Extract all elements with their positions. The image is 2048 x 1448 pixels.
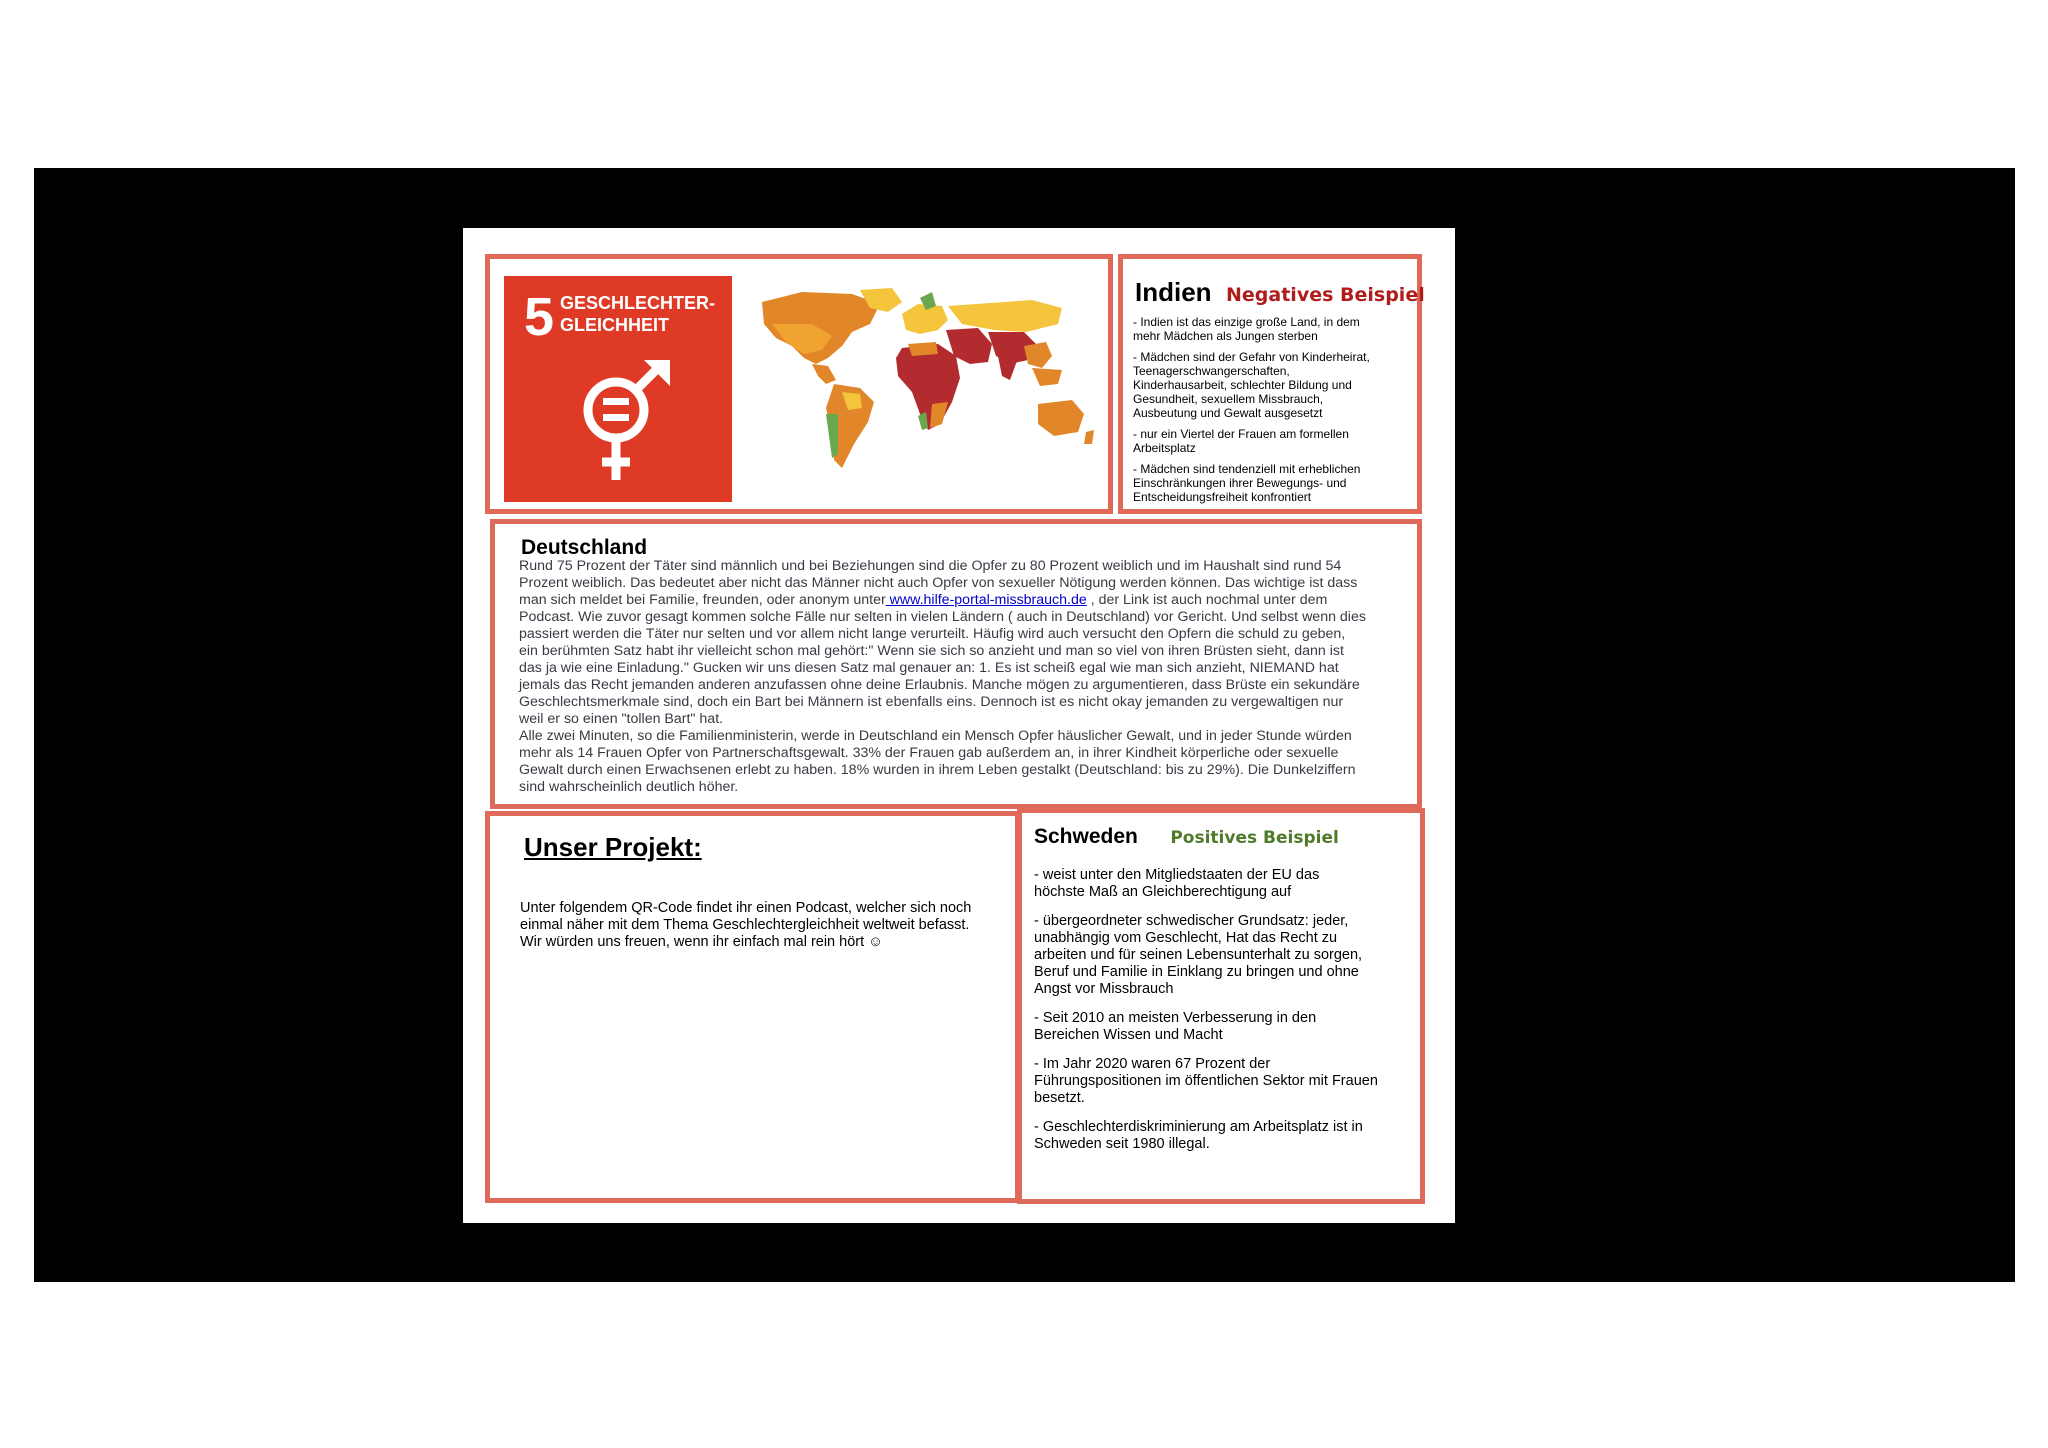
schweden-point-line: unabhängig vom Geschlecht, Hat das Recht zu [1034, 930, 1338, 946]
hilfe-portal-link[interactable]: www.hilfe-portal-missbrauch.de [885, 592, 1087, 608]
gender-equality-icon [574, 360, 674, 484]
schweden-point-line: - Seit 2010 an meisten Verbesserung in den [1034, 1010, 1317, 1026]
positive-badge: Positives Beispiel [1170, 828, 1339, 848]
sdg-title-line1: GESCHLECHTER- [560, 293, 716, 313]
deutschland-text-line: Rund 75 Prozent der Täter sind männlich und bei Beziehungen sind die Opfer zu 80 Prozent weiblich und im Haushalt sind rund 54 [519, 558, 1342, 574]
negative-badge: Negatives Beispiel [1226, 284, 1425, 306]
indien-point-line: Kinderhausarbeit, schlechter Bildung und [1133, 378, 1352, 392]
sdg-5-tile [504, 276, 732, 502]
indien-header [1135, 277, 1425, 308]
schweden-point-list [1034, 867, 1424, 1165]
deutschland-title: Deutschland [521, 536, 648, 559]
deutschland-text-line: jemals das Recht jemanden anderen anzufassen ohne deine Erlaubnis. Manche mögen zu argumentieren, dass Brüste ein sekundäre [519, 677, 1360, 693]
schweden-header [1034, 825, 1339, 849]
deutschland-text-line: Podcast. Wie zuvor gesagt kommen solche Fälle nur selten in vielen Ländern ( auch in Deutschland) vor Gericht. Und selbst wenn dies [519, 609, 1366, 625]
deutschland-text-line: Gewalt durch einen Erwachsenen erlebt zu haben. 18% wurden in ihrem Leben gestalkt (Deutschland: bis zu 29%). Die Dunkelziffern [519, 762, 1356, 778]
schweden-point-line: Schweden seit 1980 illegal. [1034, 1136, 1210, 1152]
deutschland-text-line: weil er so einen "tollen Bart" hat. [519, 711, 724, 727]
schweden-box [1017, 808, 1425, 1204]
indien-point-line: Teenagerschwangerschaften, [1133, 364, 1290, 378]
deutschland-text-line: Alle zwei Minuten, so die Familienministerin, werde in Deutschland ein Mensch Opfer häuslicher Gewalt, und in jeder Stunde würden [519, 728, 1352, 744]
schweden-point-line: Führungspositionen im öffentlichen Sektor mit Frauen [1034, 1073, 1378, 1089]
indien-title: Indien [1135, 277, 1212, 307]
projekt-box [485, 811, 1020, 1203]
schweden-point-line: Angst vor Missbrauch [1034, 981, 1174, 997]
schweden-point [1034, 1119, 1424, 1153]
schweden-point-line: - weist unter den Mitgliedstaaten der EU das [1034, 867, 1320, 883]
projekt-text-line: Wir würden uns freuen, wenn ihr einfach mal rein hört ☺ [520, 934, 883, 950]
indien-point-line: mehr Mädchen als Jungen sterben [1133, 329, 1318, 343]
projekt-title: Unser Projekt: [524, 832, 702, 862]
schweden-point-line: - Im Jahr 2020 waren 67 Prozent der [1034, 1056, 1271, 1072]
indien-box [1118, 254, 1425, 514]
deutschland-text-line: das ja wie eine Einladung." Gucken wir uns diesen Satz mal genauer an: 1. Es ist scheiß egal wie man sich anzieht, NIEMAND hat [519, 660, 1339, 676]
deutschland-text-line: sind wahrscheinlich deutlich höher. [519, 779, 739, 795]
deutschland-box [490, 519, 1422, 809]
deutschland-text-line: Prozent weiblich. Das bedeutet aber nicht das Männer nicht auch Opfer von sexueller Nötigung werden können. Das wichtige ist dass [519, 575, 1358, 591]
indien-point [1133, 427, 1423, 455]
schweden-point-line: - übergeordneter schwedischer Grundsatz: jeder, [1034, 913, 1349, 929]
schweden-point [1034, 1056, 1424, 1107]
indien-point-line: - Indien ist das einzige große Land, in dem [1133, 315, 1360, 329]
projekt-text-line: Unter folgendem QR-Code findet ihr einen Podcast, welcher sich noch [520, 900, 972, 916]
sdg-title-line2: GLEICHHEIT [560, 315, 670, 335]
deutschland-text-line: Geschlechtsmerkmale sind, doch ein Bart bei Männern ist ebenfalls eins. Dennoch ist es nicht okay jemanden zu vergewaltigen nur [519, 694, 1344, 710]
indien-point-line: Gesundheit, sexuellem Missbrauch, [1133, 392, 1324, 406]
schweden-point-line: besetzt. [1034, 1090, 1085, 1106]
schweden-point [1034, 913, 1424, 998]
indien-point [1133, 350, 1423, 420]
indien-point [1133, 462, 1423, 504]
schweden-point [1034, 867, 1424, 901]
indien-point-line: Arbeitsplatz [1133, 441, 1196, 455]
projekt-text [520, 900, 1020, 951]
schweden-point [1034, 1010, 1424, 1044]
schweden-point-line: Beruf und Familie in Einklang zu bringen und ohne [1034, 964, 1359, 980]
indien-point-list [1133, 315, 1423, 511]
deutschland-text-line: ein berühmten Satz habt ihr vielleicht schon mal gehört:" Wenn sie sich so anzieht und man so viel von ihren Brüsten sieht, dann ist [519, 643, 1344, 659]
indien-point-line: - Mädchen sind tendenziell mit erheblichen [1133, 462, 1361, 476]
deutschland-text-line: man sich meldet bei Familie, freunden, oder anonym unter www.hilfe-portal-missbrauch.de , der Link ist auch nochmal unter dem [519, 592, 1328, 608]
deutschland-text [519, 558, 1419, 796]
sdg-number: 5 [524, 287, 555, 347]
indien-point-line: Einschränkungen ihrer Bewegungs- und [1133, 476, 1347, 490]
schweden-point-line: - Geschlechterdiskriminierung am Arbeitsplatz ist in [1034, 1119, 1363, 1135]
indien-point-line: Ausbeutung und Gewalt ausgesetzt [1133, 406, 1323, 420]
sdg-title [560, 292, 720, 336]
schweden-point-line: Bereichen Wissen und Macht [1034, 1027, 1223, 1043]
schweden-point-line: höchste Maß an Gleichberechtigung auf [1034, 884, 1292, 900]
deutschland-text-line: mehr als 14 Frauen Opfer von Partnerschaftsgewalt. 33% der Frauen gab außerdem an, in ihrer Kindheit körperliche oder sexuelle [519, 745, 1339, 761]
world-map-icon [742, 284, 1098, 490]
indien-point-line: Entscheidungsfreiheit konfrontiert [1133, 490, 1312, 504]
schweden-title: Schweden [1034, 825, 1138, 848]
indien-point [1133, 315, 1423, 343]
indien-point-line: - nur ein Viertel der Frauen am formellen [1133, 427, 1349, 441]
schweden-point-line: arbeiten und für seinen Lebensunterhalt zu sorgen, [1034, 947, 1363, 963]
projekt-text-line: einmal näher mit dem Thema Geschlechtergleichheit weltweit befasst. [520, 917, 970, 933]
indien-point-line: - Mädchen sind der Gefahr von Kinderheirat, [1133, 350, 1370, 364]
deutschland-text-line: passiert werden die Täter nur selten und vor allem nicht lange verurteilt. Häufig wird auch versucht den Opfern die schuld zu geben, [519, 626, 1346, 642]
